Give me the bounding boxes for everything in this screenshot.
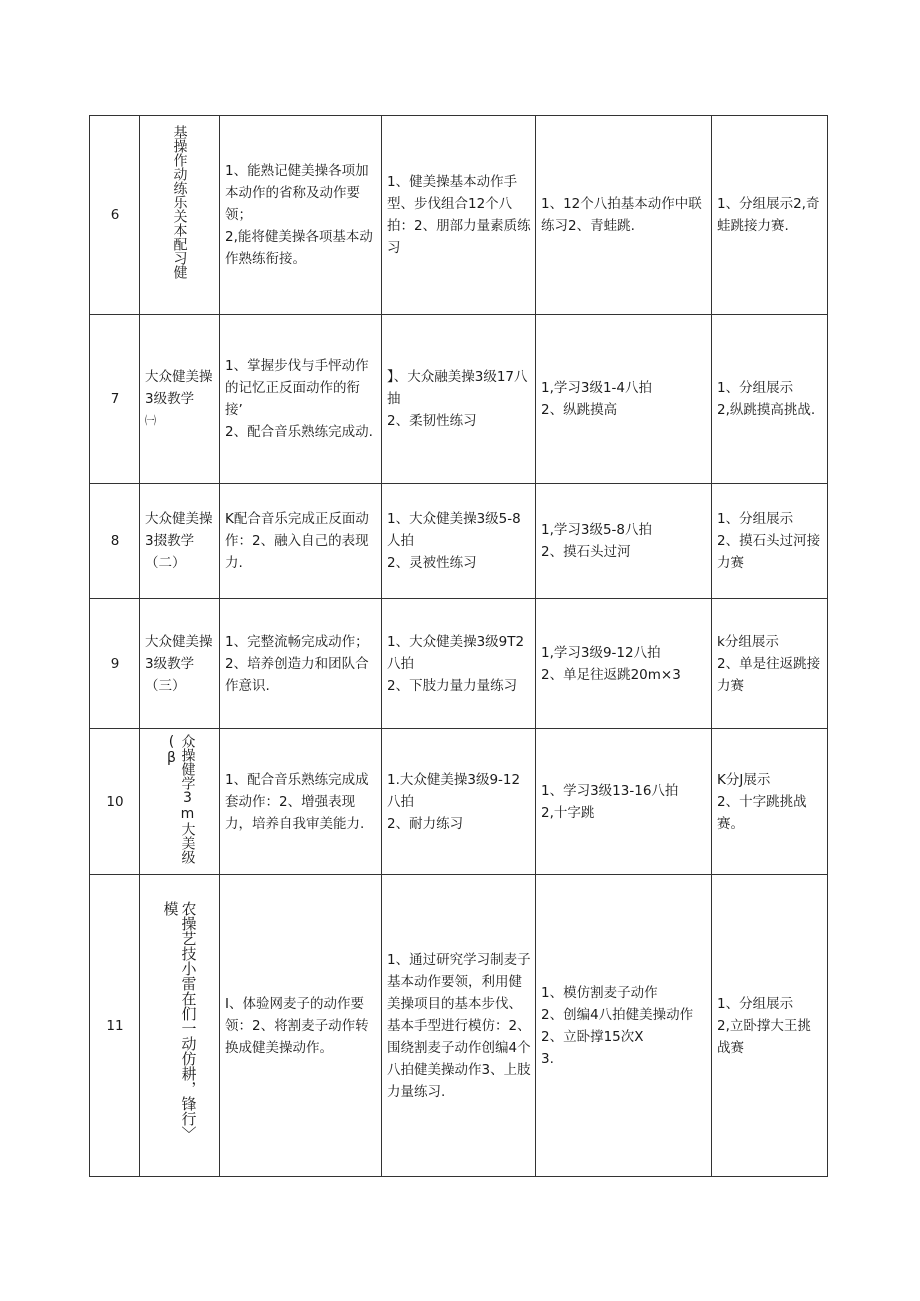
lesson-practice xyxy=(536,729,712,875)
table-row xyxy=(90,729,828,875)
lesson-title: 大众健美操3掇教学 xyxy=(145,511,213,549)
practice-line: 1、学习3级13-16八拍 xyxy=(541,782,679,799)
lesson-title-sub: （三） xyxy=(145,677,186,694)
assess-line: 2,纵跳摸高挑战. xyxy=(717,402,816,418)
practice-line: 1,学习3级9-12八拍 xyxy=(541,644,661,661)
lesson-goals xyxy=(220,484,382,599)
lesson-practice xyxy=(536,875,712,1177)
lesson-practice xyxy=(536,315,712,484)
assess-line: k分组展示 xyxy=(717,633,779,650)
table-row xyxy=(90,599,828,729)
content-line: 2、下肢力量力量练习 xyxy=(387,677,518,694)
goal-line: 2、配合音乐熟练完成动. xyxy=(225,424,373,440)
lesson-title-sub: （二） xyxy=(145,555,186,571)
practice-line: 2、纵跳摸高 xyxy=(541,402,618,418)
lesson-goals xyxy=(220,729,382,875)
content-line: 1、通过研究学习制麦子基本动作要领，利用健美操项目的基本步伐、基本手型进行模仿：2、围绕割麦子动作创编4个八拍健美操动作3、上肢力量练习. xyxy=(387,951,531,1100)
lesson-content xyxy=(382,484,536,599)
goal-line: 1、配合音乐熟练完成成套动作：2、增强表现力，培养自我审美能力. xyxy=(225,771,369,832)
content-line: 2、灵被性练习 xyxy=(387,555,477,571)
lesson-content xyxy=(382,875,536,1177)
lesson-number: 6 xyxy=(90,116,140,315)
lesson-assessment xyxy=(712,315,828,484)
lesson-number: 10 xyxy=(90,729,140,875)
lesson-goals xyxy=(220,116,382,315)
lesson-title-cell xyxy=(140,315,220,484)
table-row xyxy=(90,484,828,599)
lesson-practice xyxy=(536,116,712,315)
lesson-goals xyxy=(220,875,382,1177)
practice-line: 2、单足往返跳20m×3 xyxy=(541,666,681,683)
table-row xyxy=(90,875,828,1177)
practice-line: 1、模仿割麦子动作 xyxy=(541,984,658,1001)
goal-line: 1、完整流畅完成动作； xyxy=(225,633,369,650)
lesson-plan-table xyxy=(89,115,828,1177)
lesson-title-cell xyxy=(140,729,220,875)
practice-line: 3. xyxy=(541,1050,554,1067)
assess-line: 1、分组展示 xyxy=(717,511,794,527)
lesson-title: 大众健美操3级教学 xyxy=(145,369,213,407)
lesson-content xyxy=(382,315,536,484)
assess-line: 2、单是往返跳接力赛 xyxy=(717,655,821,694)
content-line: 2、柔韧性练习 xyxy=(387,413,477,429)
assess-line: 2、十字跳挑战赛。 xyxy=(717,793,807,832)
content-line: 1.大众健美操3级9-12八拍 xyxy=(387,771,521,810)
goal-line: I、体验网麦子的动作要领：2、将割麦子动作转换成健美操动作。 xyxy=(225,995,369,1056)
lesson-assessment xyxy=(712,484,828,599)
practice-line: 2、创编4八拍健美操动作 xyxy=(541,1006,694,1023)
content-line: 1、大众健美操3级9T2八拍 xyxy=(387,633,525,672)
assess-line: 1、分组展示2,奇蛙跳接力赛. xyxy=(717,196,820,234)
lesson-practice xyxy=(536,599,712,729)
table-row xyxy=(90,315,828,484)
practice-line: 1,学习3级1-4八拍 xyxy=(541,380,653,396)
lesson-content xyxy=(382,116,536,315)
lesson-title-sub: ㈠ xyxy=(145,414,156,427)
lesson-practice xyxy=(536,484,712,599)
lesson-title-cell xyxy=(140,875,220,1177)
content-line: 1、健美操基本动作手型、步伐组合12个八拍：2、朋部力量素质练习 xyxy=(387,174,531,256)
lesson-title-cell xyxy=(140,484,220,599)
assess-line: 2,立卧撑大王挑战赛 xyxy=(717,1017,811,1056)
lesson-title-cell xyxy=(140,116,220,315)
goal-line: 1、能熟记健美操各项加本动作的省称及动作要领； xyxy=(225,163,369,223)
practice-line: 2,十字跳 xyxy=(541,804,595,821)
assess-line: 1、分组展示 xyxy=(717,380,794,396)
lesson-title: 大众健美操3级教学 xyxy=(145,633,213,672)
lesson-content xyxy=(382,599,536,729)
lesson-assessment xyxy=(712,116,828,315)
lesson-goals xyxy=(220,599,382,729)
lesson-assessment xyxy=(712,875,828,1177)
lesson-goals xyxy=(220,315,382,484)
content-line: 1、大众健美操3级5-8人拍 xyxy=(387,511,521,549)
content-line: 2、耐力练习 xyxy=(387,815,464,832)
practice-line: 1、12个八拍基本动作中联练习2、青蛙跳. xyxy=(541,196,702,234)
goal-line: 2、培养创造力和团队合作意识. xyxy=(225,655,369,694)
goal-line: 1、掌握步伐与手怦动作的记忆正反面动作的衔接’ xyxy=(225,358,369,418)
lesson-title: 众操健学3m大美级(β xyxy=(163,733,196,864)
content-line: 】、大众融美操3级17八抽 xyxy=(387,369,528,407)
lesson-assessment xyxy=(712,729,828,875)
assess-line: 1、分组展示 xyxy=(717,995,794,1012)
goal-line: 2,能将健美操各项基本动作熟练衔接。 xyxy=(225,229,373,267)
assess-line: K分J展示 xyxy=(717,771,771,788)
table-row xyxy=(90,116,828,315)
lesson-assessment xyxy=(712,599,828,729)
lesson-content xyxy=(382,729,536,875)
assess-line: 2、摸石头过河接力赛 xyxy=(717,533,821,571)
lesson-title: 农操艺技小雷在们一动仿耕，锋行〉模 xyxy=(161,900,198,1141)
lesson-number: 8 xyxy=(90,484,140,599)
practice-line: 2、立卧撑15次X xyxy=(541,1028,644,1045)
lesson-number: 9 xyxy=(90,599,140,729)
lesson-number: 7 xyxy=(90,315,140,484)
practice-line: 2、摸石头过河 xyxy=(541,544,631,560)
lesson-number: 11 xyxy=(90,875,140,1177)
lesson-title: 基操作动练乐关本配习健 xyxy=(171,125,188,279)
goal-line: K配合音乐完成正反面动作：2、融入自己的表现力. xyxy=(225,511,369,571)
practice-line: 1,学习3级5-8八拍 xyxy=(541,522,653,538)
lesson-title-cell xyxy=(140,599,220,729)
